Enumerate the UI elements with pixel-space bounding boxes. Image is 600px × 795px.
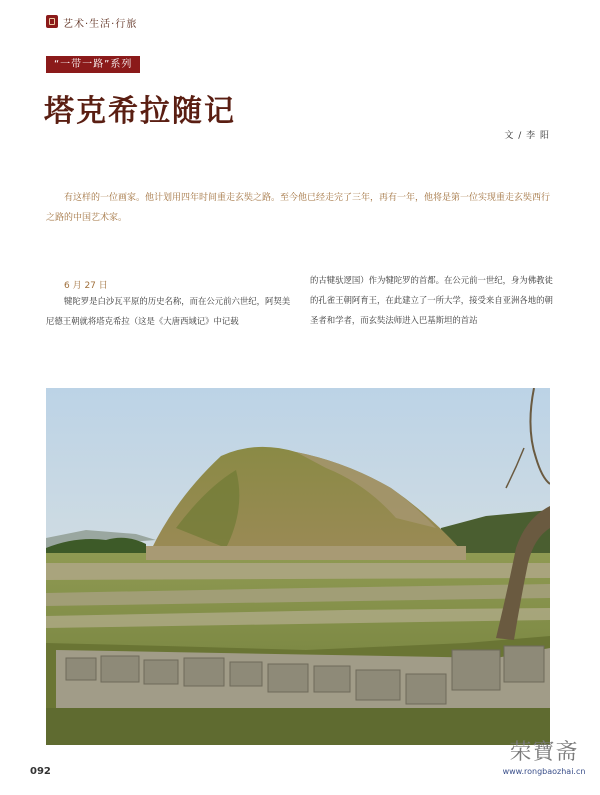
byline: 文 / 李 阳 xyxy=(504,131,550,141)
entry-date: 6 月 27 日 xyxy=(64,281,108,291)
watermark xyxy=(498,740,590,778)
intro-paragraph: 有这样的一位画家。他计划用四年时间重走玄奘之路。至今他已经走完了三年，再有一年，他将是第一位实现重走玄奘西行之路的中国艺术家。 xyxy=(46,193,551,223)
page-number: 092 xyxy=(30,766,51,777)
watermark-logo: 荣寶斋 xyxy=(509,740,579,765)
magazine-logo-icon xyxy=(46,15,58,28)
series-tag: “一带一路”系列 xyxy=(46,56,140,73)
watermark-url: www.rongbaozhai.cn xyxy=(502,767,586,776)
stupa-ruins-photo xyxy=(46,388,550,745)
article-title: 塔克希拉随记 xyxy=(44,94,236,129)
body-column-right: 的古犍驮逻国）作为犍陀罗的首都。在公元前一世纪，身为佛教徒的孔雀王朝阿育王，在此建立了一所大学，接受来自亚洲各地的朝圣者和学者，而玄奘法师进入巴基斯坦的首站 xyxy=(310,275,553,325)
section-label: 艺术·生活·行旅 xyxy=(63,19,138,30)
body-column-left: 犍陀罗是白沙瓦平原的历史名称，而在公元前六世纪，阿契美尼德王朝就将塔克希拉（这是《大唐西域记》中记载 xyxy=(46,296,291,326)
